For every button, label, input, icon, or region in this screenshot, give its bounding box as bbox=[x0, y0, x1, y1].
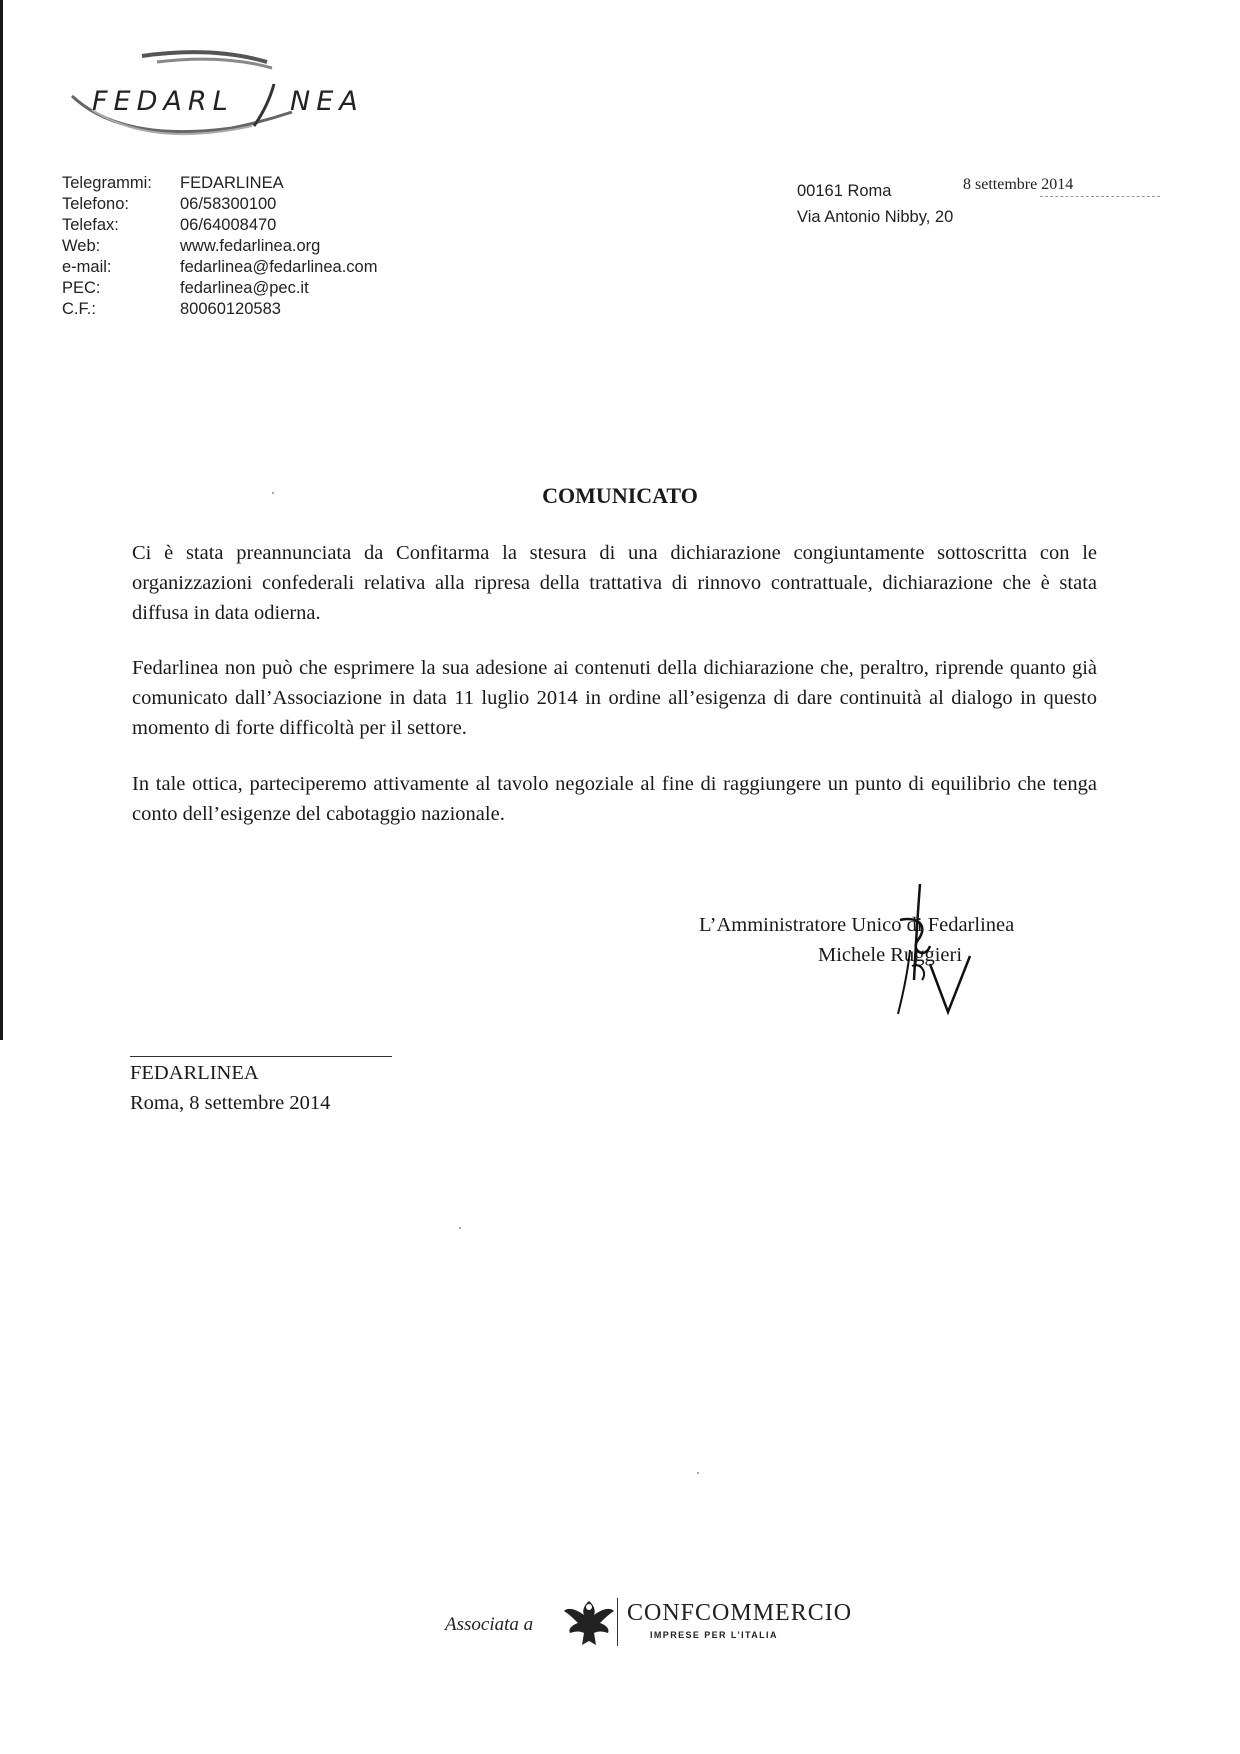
association-name: CONFCOMMERCIO bbox=[627, 1600, 853, 1626]
contact-row-web bbox=[62, 236, 377, 257]
signatory-name: Michele Ruggieri bbox=[818, 944, 963, 966]
scan-speck bbox=[697, 1472, 699, 1474]
contact-label: C.F.: bbox=[62, 300, 96, 318]
document-title: COMUNICATO bbox=[542, 483, 698, 508]
contact-row-email bbox=[62, 257, 377, 278]
contact-label: Telefax: bbox=[62, 216, 119, 234]
contact-value: 06/58300100 bbox=[180, 195, 277, 213]
signatory-role: L’Amministratore Unico di Fedarlinea bbox=[699, 914, 1015, 936]
contact-row-tax-code bbox=[62, 299, 377, 320]
association-tagline: IMPRESE PER L’ITALIA bbox=[650, 1630, 778, 1640]
sender-address bbox=[797, 178, 953, 230]
closing-org: FEDARLINEA bbox=[130, 1062, 259, 1084]
letter-date: 8 settembre 2014 bbox=[963, 176, 1074, 193]
contact-row-fax bbox=[62, 215, 377, 236]
closing-place-date: Roma, 8 settembre 2014 bbox=[130, 1092, 331, 1114]
contact-label: Telefono: bbox=[62, 195, 129, 213]
contact-label: PEC: bbox=[62, 279, 101, 297]
scan-speck bbox=[459, 1227, 461, 1229]
date-dotted-line bbox=[1040, 196, 1160, 198]
contact-value: fedarlinea@pec.it bbox=[180, 279, 309, 297]
contact-value: fedarlinea@fedarlinea.com bbox=[180, 258, 378, 276]
association-divider bbox=[617, 1598, 618, 1646]
contact-row-telegrams bbox=[62, 173, 377, 194]
contact-label: e-mail: bbox=[62, 258, 112, 276]
closing-separator bbox=[130, 1056, 392, 1057]
contact-label: Web: bbox=[62, 237, 101, 255]
contact-row-pec bbox=[62, 278, 377, 299]
address-city: 00161 Roma bbox=[797, 182, 892, 200]
contact-value: 80060120583 bbox=[180, 300, 281, 318]
contact-list bbox=[62, 173, 377, 320]
logo-text-part1: FEDARL bbox=[92, 86, 234, 117]
contact-value: www.fedarlinea.org bbox=[180, 237, 321, 255]
logo-text-part2: NEA bbox=[290, 86, 364, 117]
body-paragraph: Fedarlinea non può che esprimere la sua adesione ai contenuti della dichiarazione che, peraltro, riprende quanto già comunicato dall’Associazione in data 11 luglio 2014 in ordine all’esigenza di dare continuità al dialogo in questo momento di forte difficoltà per il settore. bbox=[132, 657, 1097, 739]
handwritten-signature bbox=[870, 880, 980, 1020]
body-paragraph: Ci è stata preannunciata da Confitarma la stesura di una dichiarazione congiuntamente sottoscritta con le organizzazioni confederali relativa alla ripresa della trattativa di rinnovo contrattuale, dichiarazione che è stata diffusa in data odierna. bbox=[132, 542, 1097, 624]
scan-speck bbox=[272, 492, 274, 494]
contact-value: 06/64008470 bbox=[180, 216, 277, 234]
associated-label: Associata a bbox=[445, 1614, 534, 1635]
eagle-emblem-icon bbox=[562, 1595, 616, 1651]
fedarlinea-logo bbox=[62, 48, 362, 148]
body-paragraph: In tale ottica, parteciperemo attivamente al tavolo negoziale al fine di raggiungere un punto di equilibrio che tenga conto dell’esigenze del cabotaggio nazionale. bbox=[132, 773, 1097, 825]
address-street: Via Antonio Nibby, 20 bbox=[797, 208, 954, 226]
scan-edge-rule bbox=[0, 0, 3, 1040]
contact-value: FEDARLINEA bbox=[180, 174, 284, 192]
contact-row-phone bbox=[62, 194, 377, 215]
contact-label: Telegrammi: bbox=[62, 174, 152, 192]
